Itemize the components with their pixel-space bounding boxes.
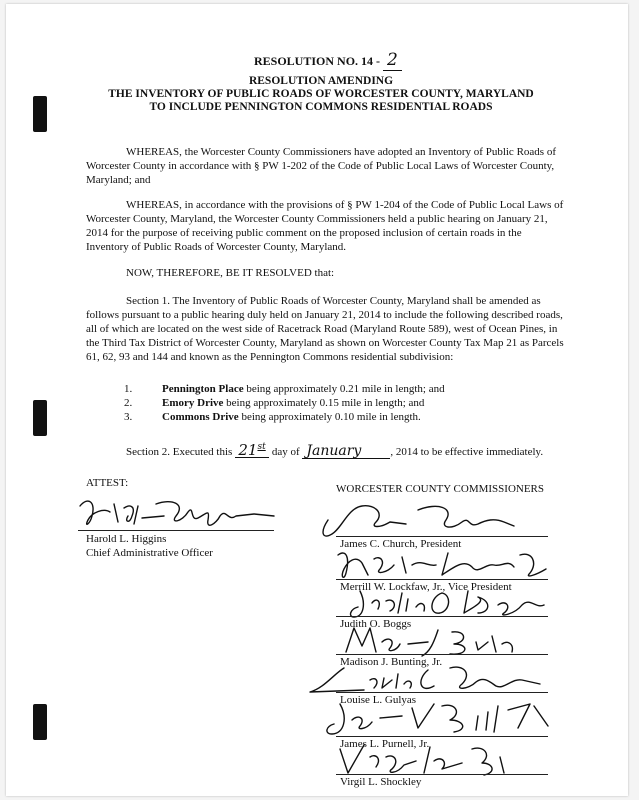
commissioner-name: Judith O. Boggs (340, 618, 412, 630)
whereas-paragraph-1: WHEREAS, the Worcester County Commissioners have adopted an Inventory of Public Roads of Worcester County in accordance with § PW 1-202 of the Code of Public Local Laws of Worcester County, Maryland; and (86, 146, 556, 186)
commissioner-name: Madison J. Bunting, Jr. (340, 656, 443, 668)
attest-name: Harold L. Higgins (86, 533, 167, 545)
attest-label: ATTEST: (86, 477, 129, 489)
section-1-paragraph: Section 1. The Inventory of Public Roads of Worcester County, Maryland shall be amended as follows pursuant to a public hearing duly held on January 21, 2014 to include the following described roads, all of which are located on the west side of Racetrack Road (Maryland Route 589), west of Ocean Pines, in the Third Tax District of Worcester County, Maryland as shown on Worcester County Tax Map 21 as Parcels 61, 62, 93 and 144 and known as the Pennington Commons residential subdivision: (86, 295, 564, 363)
attest-signature-line (78, 530, 274, 531)
commissioner-name: James C. Church, President (340, 538, 462, 550)
road-number: 3. (124, 411, 133, 423)
commissioner-name: Louise L. Gulyas (340, 694, 417, 706)
road-number: 1. (124, 383, 133, 395)
resolved-clause: NOW, THEREFORE, BE IT RESOLVED that: (126, 267, 335, 279)
road-description: being approximately 0.10 mile in length. (238, 411, 421, 423)
executed-day-suffix: st (257, 442, 266, 452)
executed-day (235, 440, 269, 458)
commissioner-name: Merrill W. Lockfaw, Jr., Vice President (340, 581, 512, 593)
document-page (6, 4, 628, 796)
commissioner-name: James L. Purnell, Jr. (340, 738, 430, 750)
road-description: being approximately 0.15 mile in length; and (223, 397, 425, 409)
road-item (124, 382, 564, 396)
road-number: 2. (124, 397, 133, 409)
section-2-day-of: day of (271, 446, 300, 458)
section-2-prefix: Section 2. Executed this (126, 446, 233, 458)
resolution-number-line (254, 50, 402, 70)
road-item (124, 396, 564, 410)
executed-month: January (302, 444, 390, 459)
attest-title: Chief Administrative Officer (86, 547, 213, 559)
commissioners-heading: WORCESTER COUNTY COMMISSIONERS (336, 483, 545, 495)
road-item (124, 410, 564, 424)
resolution-number: 2 (383, 50, 402, 71)
title-line-1: RESOLUTION AMENDING (248, 75, 394, 87)
punch-hole-bottom (33, 704, 47, 740)
resolution-label: RESOLUTION NO. 14 - (254, 54, 381, 68)
roads-list (124, 382, 564, 424)
road-name: Commons Drive (162, 411, 239, 423)
executed-day-number: 21 (238, 441, 258, 459)
resolution-title (106, 75, 536, 114)
commissioner-signature (318, 500, 518, 540)
section-2-line (126, 440, 586, 459)
section-2-suffix: , 2014 to be effective immediately. (390, 446, 544, 458)
road-name: Pennington Place (162, 383, 244, 395)
attest-signature (78, 494, 278, 534)
commissioner-name: Virgil L. Shockley (340, 776, 422, 788)
road-description: being approximately 0.21 mile in length; and (243, 383, 445, 395)
whereas-paragraph-2: WHEREAS, in accordance with the provisions of § PW 1-204 of the Code of Public Local Laws of Worcester County, Maryland, the Worcester County Commissioners held a public hearing on January 21, 2014 for the purpose of receiving public comment on the proposed inclusion of certain roads in the Inventory of Public Roads of Worcester County, Maryland. (86, 199, 564, 253)
punch-hole-top (33, 96, 47, 132)
road-name: Emory Drive (162, 397, 224, 409)
title-line-2: THE INVENTORY OF PUBLIC ROADS OF WORCESTER COUNTY, MARYLAND (108, 88, 534, 100)
title-line-3: TO INCLUDE PENNINGTON COMMONS RESIDENTIAL ROADS (149, 101, 493, 113)
punch-hole-middle (33, 400, 47, 436)
